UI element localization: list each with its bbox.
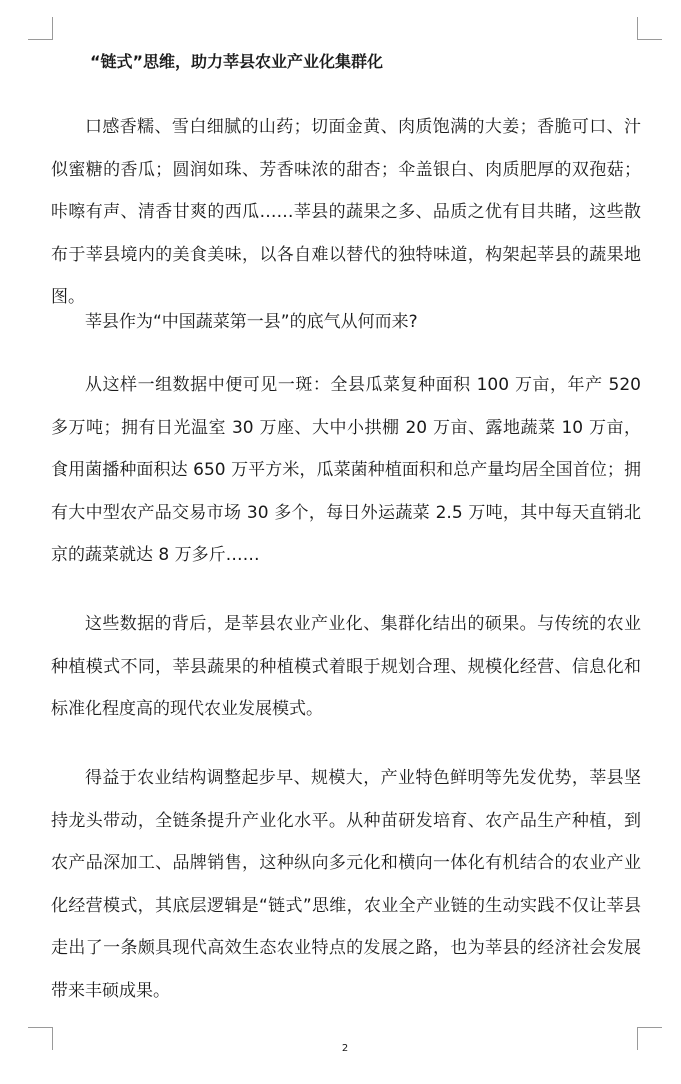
paragraph-chain-thinking: 得益于农业结构调整起步早、规模大，产业特色鲜明等先发优势，莘县坚持龙头带动，全链条提升产业化水平。从种苗研发培育、农产品生产种植，到农产品深加工、品牌销售，这种纵向多元化和横向一体化有机结合的农业产业化经营模式，其底层逻辑是“链式”思维，农业全产业链的生动实践不仅让莘县走出了一条颇具现代高效生态农业特点的发展之路，也为莘县的经济社会发展带来丰硕成果。 [51, 768, 641, 1001]
paragraph-statistics: 从这样一组数据中便可见一斑：全县瓜菜复种面积 100 万亩，年产 520 多万吨；拥有日光温室 30 万座、大中小拱棚 20 万亩、露地蔬菜 10 万亩，食用菌播种面积达 650 万平方米，瓜菜菌种植面积和总产量均居全国首位；拥有大中型农产品交易市场 30 多个，每日外运蔬菜 2.5 万吨，其中每天直销北京的蔬菜就达 8 万多斤…… [51, 375, 641, 565]
paragraph-results: 这些数据的背后，是莘县农业产业化、集群化结出的硕果。与传统的农业种植模式不同，莘县蔬果的种植模式着眼于规划合理、规模化经营、信息化和标准化程度高的现代农业发展模式。 [51, 614, 641, 719]
crop-mark-top-left [28, 17, 53, 40]
document-title: “链式”思维，助力莘县农业产业化集群化 [90, 52, 384, 71]
paragraph-intro: 口感香糯、雪白细腻的山药；切面金黄、肉质饱满的大姜；香脆可口、汁似蜜糖的香瓜；圆润如珠、芳香味浓的甜杏；伞盖银白、肉质肥厚的双孢菇；咔嚓有声、清香甘爽的西瓜……莘县的蔬果之多、品质之优有目共睹，这些散布于莘县境内的美食美味，以各自难以替代的独特味道，构架起莘县的蔬果地图。 [51, 117, 641, 307]
paragraph-question: 莘县作为“中国蔬菜第一县”的底气从何而来? [85, 312, 418, 332]
page-number: 2 [341, 1043, 349, 1054]
crop-mark-top-right [637, 17, 662, 40]
